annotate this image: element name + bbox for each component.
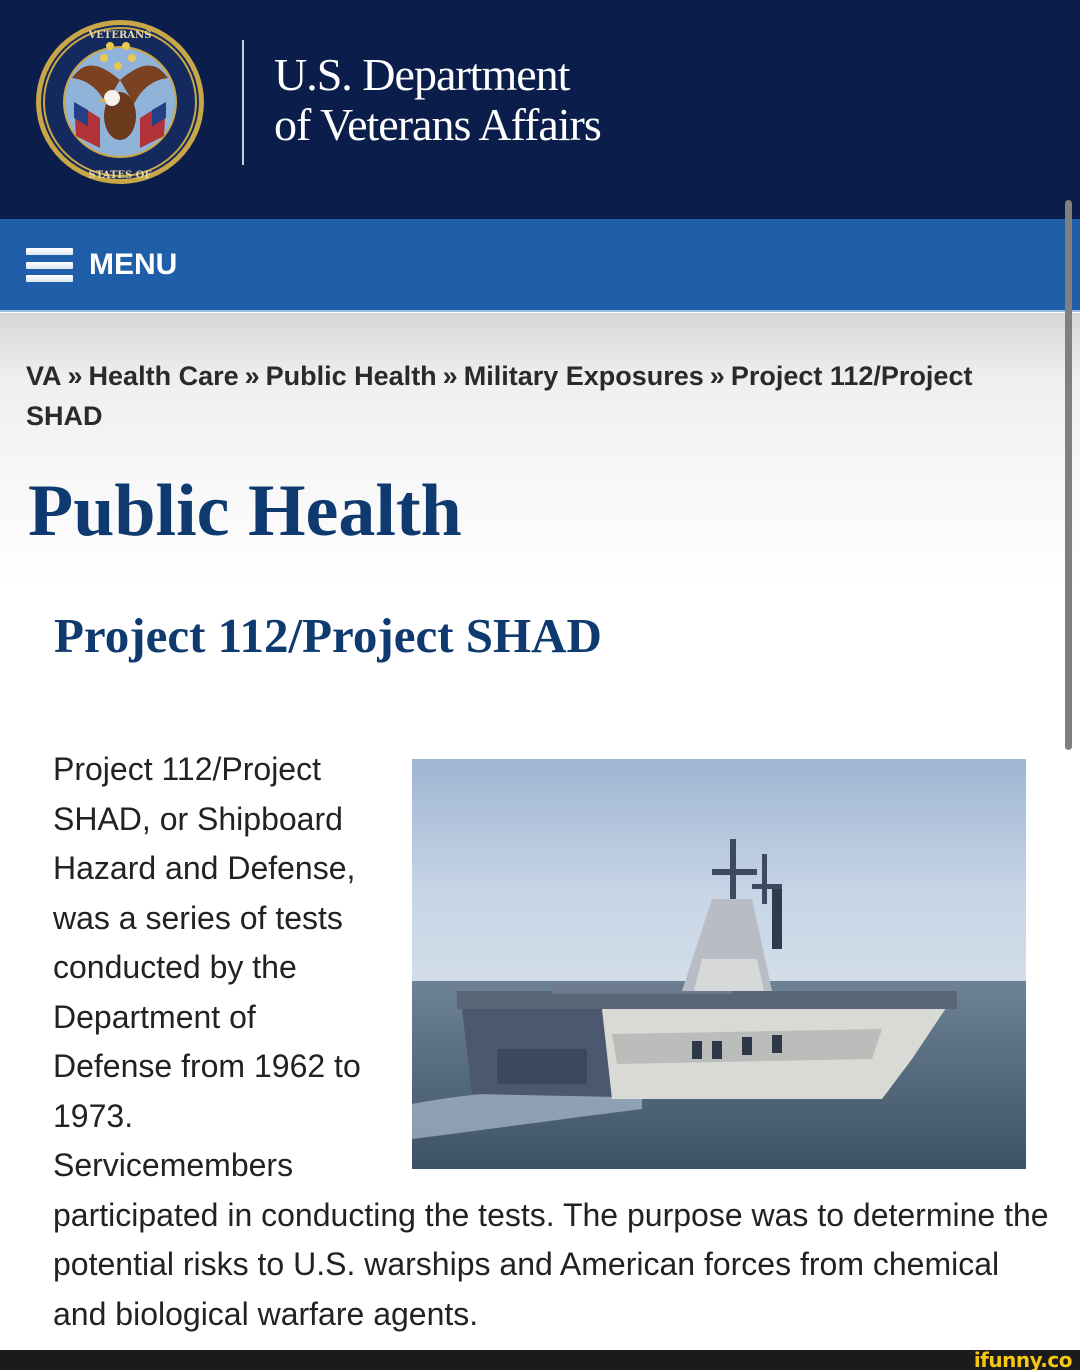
site-header [0,0,1080,219]
brand-line-2: of Veterans Affairs [274,99,601,150]
breadcrumb-va[interactable]: VA [26,361,62,391]
hamburger-icon [26,248,73,282]
menu-label: MENU [89,248,178,281]
header-divider [242,40,244,165]
breadcrumb [26,356,1056,436]
menu-bar [0,219,1080,312]
breadcrumb-health-care[interactable]: Health Care [88,361,239,391]
breadcrumb-separator: » [442,361,458,391]
breadcrumb-military-exposures[interactable]: Military Exposures [463,361,704,391]
ship-image [412,759,1026,1169]
svg-text:STATES OF: STATES OF [88,170,152,181]
page-title: Public Health [28,470,462,552]
site-brand[interactable] [274,50,601,150]
svg-text:VETERANS: VETERANS [88,30,152,41]
breadcrumb-current: Project 112/Project SHAD [26,361,973,431]
breadcrumb-public-health[interactable]: Public Health [265,361,437,391]
article-paragraph: Project 112/Project SHAD, or Shipboard Hazard and Defense, was a series of tests conducted by the Department of Defense from 1962 to 1973. Servicemembers participated in conducting the tests. The purpose was to determine the potential risks to U.S. warships and American forces from chemical and biological warfare agents. [53,751,1049,1332]
section-title: Project 112/Project SHAD [54,608,602,663]
breadcrumb-separator: » [709,361,725,391]
breadcrumb-separator: » [67,361,83,391]
watermark-bar [0,1350,1080,1370]
menu-button[interactable] [26,243,177,287]
ship-photo [412,759,1026,1169]
ifunny-watermark: ifunny.co [973,1348,1072,1370]
article-body [53,745,1053,1339]
page-scrollbar[interactable] [1065,200,1072,750]
brand-line-1: U.S. Department [274,49,570,100]
va-seal-icon[interactable] [34,18,206,186]
breadcrumb-separator: » [244,361,260,391]
